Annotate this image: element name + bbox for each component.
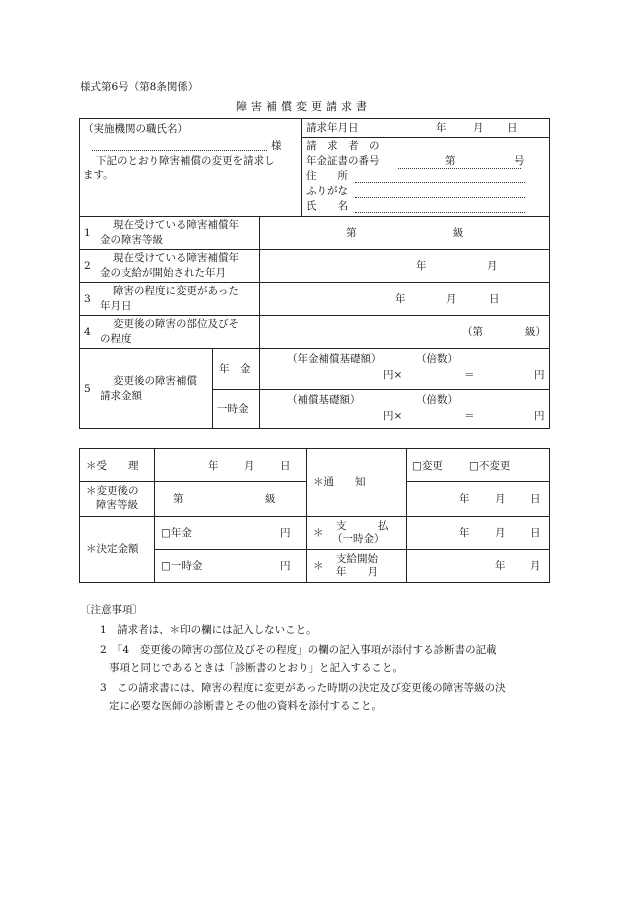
payment-month: 月 [495, 527, 506, 539]
item2-year: 年 [416, 260, 427, 272]
item5-label-line1: 変更後の障害補償 [113, 375, 197, 387]
lump-yen: 円 [534, 410, 545, 422]
item1-label-line1: 現在受けている障害補償年 [113, 219, 239, 231]
notice-label: ＊通 知 [313, 476, 366, 488]
furigana-field[interactable] [355, 197, 525, 198]
item4-number: 4 [84, 326, 91, 338]
item5-pension-label: 年 金 [219, 363, 251, 375]
item3-label-line1: 障害の程度に変更があった [113, 285, 239, 297]
nochange-checkbox[interactable]: □不変更 [469, 460, 511, 472]
comp-base-label: （補償基礎額） [287, 394, 361, 406]
lump-multiplier-label: （倍数） [416, 394, 458, 406]
decided-pension-yen: 円 [280, 527, 291, 539]
agency-name-field[interactable] [92, 150, 267, 151]
item1-number: 1 [84, 227, 91, 239]
item4-dai-open: （第 [462, 326, 483, 338]
name-field[interactable] [355, 212, 525, 213]
pension-cert-dai: 第 [445, 155, 456, 167]
item3-label-line2: 年月日 [100, 300, 132, 312]
decided-amount-label: ＊決定金額 [86, 543, 139, 555]
note-line-1: 1 請求者は、＊印の欄には記入しないこと。 [100, 624, 317, 636]
address-field[interactable] [355, 182, 525, 183]
furigana-label: ふりがな [306, 185, 348, 197]
pension-base-label: （年金補償基礎額） [287, 353, 382, 365]
item1-dai: 第 [346, 227, 357, 239]
item1-kyu: 級 [453, 227, 464, 239]
note-line-3: 事項と同じであるときは「診断書のとおり」と記入すること。 [109, 662, 403, 674]
form-title: 障害補償変更請求書 [236, 100, 371, 113]
agency-label: （実施機関の職氏名） [83, 123, 188, 135]
change-checkbox[interactable]: □変更 [412, 460, 443, 472]
start-star: ＊ [313, 560, 324, 572]
payment-day: 日 [530, 527, 541, 539]
notice-month: 月 [495, 493, 506, 505]
item3-day: 日 [489, 293, 500, 305]
request-text-line2: ます。 [83, 169, 114, 181]
grade-label-line1: ＊変更後の [86, 485, 139, 497]
start-label-line1: 支給開始 [336, 553, 378, 565]
pension-yen: 円 [534, 369, 545, 381]
lump-yen-x: 円× [383, 410, 403, 422]
item4-kyu-close: 級） [525, 326, 546, 338]
pension-cert-label: 年金証書の番号 [306, 155, 380, 167]
start-month: 月 [530, 560, 541, 572]
receipt-year: 年 [208, 460, 219, 472]
payment-label-line1: 支 払 [336, 520, 389, 532]
request-date-label: 請求年月日 [306, 122, 359, 134]
form-number: 様式第6号（第8条関係） [80, 81, 199, 93]
request-text-line1: 下記のとおり障害補償の変更を請求し [96, 155, 275, 167]
lump-equals: ＝ [464, 410, 475, 422]
item5-number: 5 [84, 383, 91, 395]
item4-label-line1: 変更後の障害の部位及びそ [113, 318, 239, 330]
item2-month: 月 [487, 260, 498, 272]
pension-cert-go: 号 [514, 155, 525, 167]
item1-label-line2: 金の障害等級 [100, 234, 163, 246]
item3-number: 3 [84, 293, 91, 305]
date-day-unit: 日 [507, 122, 518, 134]
notice-day: 日 [530, 493, 541, 505]
item4-label-line2: の程度 [100, 333, 132, 345]
notes-heading: 〔注意事項〕 [80, 604, 143, 616]
item3-month: 月 [446, 293, 457, 305]
note-line-4: 3 この請求書には、障害の程度に変更があった時期の決定及び変更後の障害等級の決 [100, 682, 506, 694]
pension-yen-x: 円× [383, 369, 403, 381]
grade-kyu: 級 [265, 493, 276, 505]
start-year: 年 [495, 560, 506, 572]
receipt-label: ＊受 理 [86, 460, 139, 472]
date-year-unit: 年 [436, 122, 447, 134]
note-line-2: 2 「4 変更後の障害の部位及びその程度」の欄の記入事項が添付する診断書の記載 [100, 644, 497, 656]
item2-label-line2: 金の支給が開始された年月 [100, 267, 226, 279]
payment-year: 年 [459, 527, 470, 539]
item5-lump-label: 一時金 [217, 403, 249, 415]
decided-lump-checkbox[interactable]: □一時金 [161, 560, 203, 572]
date-month-unit: 月 [473, 122, 484, 134]
grade-label-line2: 障害等級 [96, 499, 138, 511]
payment-label-line2: （一時金） [332, 533, 385, 545]
address-label: 住 所 [306, 170, 348, 182]
pension-cert-field[interactable] [398, 168, 521, 169]
pension-multiplier-label: （倍数） [416, 353, 458, 365]
item2-label-line1: 現在受けている障害補償年 [113, 252, 239, 264]
payment-star: ＊ [313, 527, 324, 539]
claimant-label: 請 求 者 の [306, 140, 380, 152]
name-label: 氏 名 [306, 200, 348, 212]
receipt-day: 日 [280, 460, 291, 472]
sama-label: 様 [271, 140, 282, 152]
item2-number: 2 [84, 260, 91, 272]
start-label-line2: 年 月 [336, 566, 378, 578]
item3-year: 年 [395, 293, 406, 305]
pension-equals: ＝ [464, 369, 475, 381]
note-line-5: 定に必要な医師の診断書とその他の資料を添付すること。 [109, 700, 382, 712]
decided-pension-checkbox[interactable]: □年金 [161, 527, 192, 539]
notice-year: 年 [459, 493, 470, 505]
item5-label-line2: 請求金額 [100, 390, 142, 402]
receipt-month: 月 [244, 460, 255, 472]
grade-dai: 第 [173, 493, 184, 505]
decided-lump-yen: 円 [280, 560, 291, 572]
